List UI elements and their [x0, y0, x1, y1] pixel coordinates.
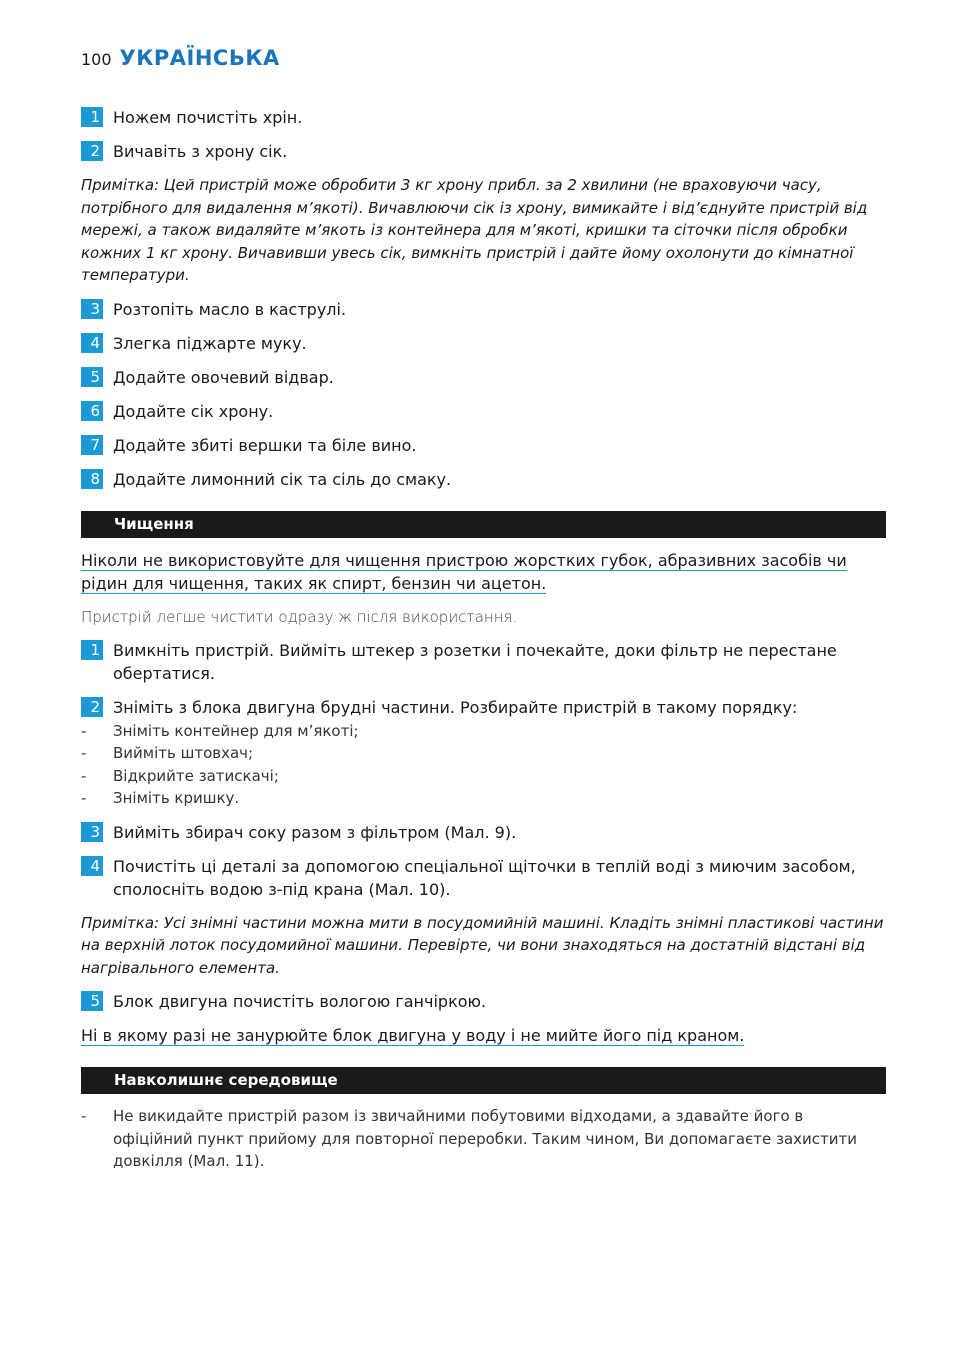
step-number: 6 [81, 401, 103, 421]
list-item [81, 765, 886, 788]
page-header [81, 46, 280, 70]
motor-warning [81, 1024, 886, 1047]
cleaning-step-1 [81, 639, 886, 685]
step-number: 5 [81, 367, 103, 387]
step-8 [81, 468, 886, 491]
step-number: 1 [81, 107, 103, 127]
note-dishwasher: Примітка: Усі знімні частини можна мити в посудомийній машині. Кладіть знімні пластикові частини на верхній лоток посудомийної машини. Перевірте, чи вони знаходяться на достатній відстані від нагрівального елемента. [81, 913, 884, 977]
step-text: Зніміть з блока двигуна брудні частини. Розбирайте пристрій в такому порядку: [113, 697, 798, 717]
list-item [81, 787, 886, 810]
warning-text: Ні в якому разі не занурюйте блок двигуна у воду і не мийте його під краном. [81, 1026, 745, 1045]
step-5 [81, 366, 886, 389]
dash-bullet: - [81, 744, 87, 762]
step-number: 8 [81, 469, 103, 489]
step-text: Додайте сік хрону. [113, 401, 274, 421]
step-1 [81, 106, 886, 129]
cleaning-intro: Пристрій легше чистити одразу ж після використання. [81, 607, 518, 626]
step-number: 2 [81, 141, 103, 161]
dash-bullet: - [81, 766, 87, 785]
step-text: Блок двигуна почистіть вологою ганчіркою. [113, 992, 487, 1011]
page-content [81, 106, 886, 1173]
list-item-text: Вийміть штовхач; [113, 744, 254, 762]
list-item [81, 720, 886, 743]
dash-bullet: - [81, 789, 87, 807]
list-item [81, 742, 886, 765]
step-3 [81, 298, 886, 321]
step-number: 4 [81, 333, 103, 353]
step-text: Вимкніть пристрій. Вийміть штекер з розетки і почекайте, доки фільтр не перестане обертатися. [113, 640, 837, 683]
environment-text: Не викидайте пристрій разом із звичайними побутовими відходами, а здавайте його в офіційний пункт прийому для повторної переробки. Таким чином, Ви допомагаєте захистити довкілля (Мал. 11). [113, 1107, 857, 1170]
step-text: Вийміть збирач соку разом з фільтром (Мал. 9). [113, 822, 517, 842]
page-number: 100 [81, 50, 112, 69]
step-text: Додайте лимонний сік та сіль до смаку. [113, 469, 452, 489]
step-text: Додайте овочевий відвар. [113, 367, 334, 387]
step-2 [81, 140, 886, 163]
step-number: 2 [81, 697, 103, 717]
step-text: Вичавіть з хрону сік. [113, 142, 288, 161]
step-number: 1 [81, 640, 103, 660]
section-heading-cleaning: Чищення [81, 511, 886, 538]
step-text: Додайте збиті вершки та біле вино. [113, 435, 417, 455]
cleaning-warning [81, 549, 886, 595]
dash-bullet: - [81, 721, 87, 740]
list-item-text: Зніміть кришку. [113, 789, 240, 807]
list-item-text: Відкрийте затискачі; [113, 766, 279, 785]
cleaning-step-5 [81, 990, 886, 1013]
step-7 [81, 434, 886, 457]
step-text: Розтопіть масло в каструлі. [113, 299, 347, 319]
step-text: Ножем почистіть хрін. [113, 108, 303, 127]
note-processing: Примітка: Цей пристрій може обробити 3 кг хрону прибл. за 2 хвилини (не враховуючи часу, потрібного для видалення м’якоті). Вичавлюючи сік із хрону, вимикайте і від’єднуйте пристрій від мережі, а також видаляйте м’якоть із контейнера для м’якоті, кришки та сіточки після обробки кожних 1 кг хрону. Вичавивши увесь сік, вимкніть пристрій і дайте йому охолонути до кімнатної температури. [81, 176, 868, 284]
step-text: Злегка піджарте муку. [113, 333, 307, 353]
step-number: 4 [81, 856, 103, 876]
step-number: 3 [81, 822, 103, 842]
environment-item [81, 1105, 886, 1173]
step-4 [81, 332, 886, 355]
disassembly-list [81, 720, 886, 810]
dash-bullet: - [81, 1107, 87, 1125]
cleaning-step-2 [81, 696, 886, 719]
step-6 [81, 400, 886, 423]
section-heading-environment: Навколишнє середовище [81, 1067, 886, 1094]
cleaning-step-3 [81, 821, 886, 844]
step-text: Почистіть ці деталі за допомогою спеціальної щіточки в теплій воді з миючим засобом, сполосніть водою з-під крана (Мал. 10). [113, 856, 856, 899]
list-item-text: Зніміть контейнер для м’якоті; [113, 721, 359, 740]
step-number: 3 [81, 299, 103, 319]
cleaning-step-4 [81, 855, 886, 901]
step-number: 7 [81, 435, 103, 455]
warning-text: Ніколи не використовуйте для чищення пристрою жорстких губок, абразивних засобів чи рідин для чищення, таких як спирт, бензин чи ацетон. [81, 550, 847, 593]
step-number: 5 [81, 991, 103, 1011]
language-title: УКРАЇНСЬКА [119, 46, 280, 70]
